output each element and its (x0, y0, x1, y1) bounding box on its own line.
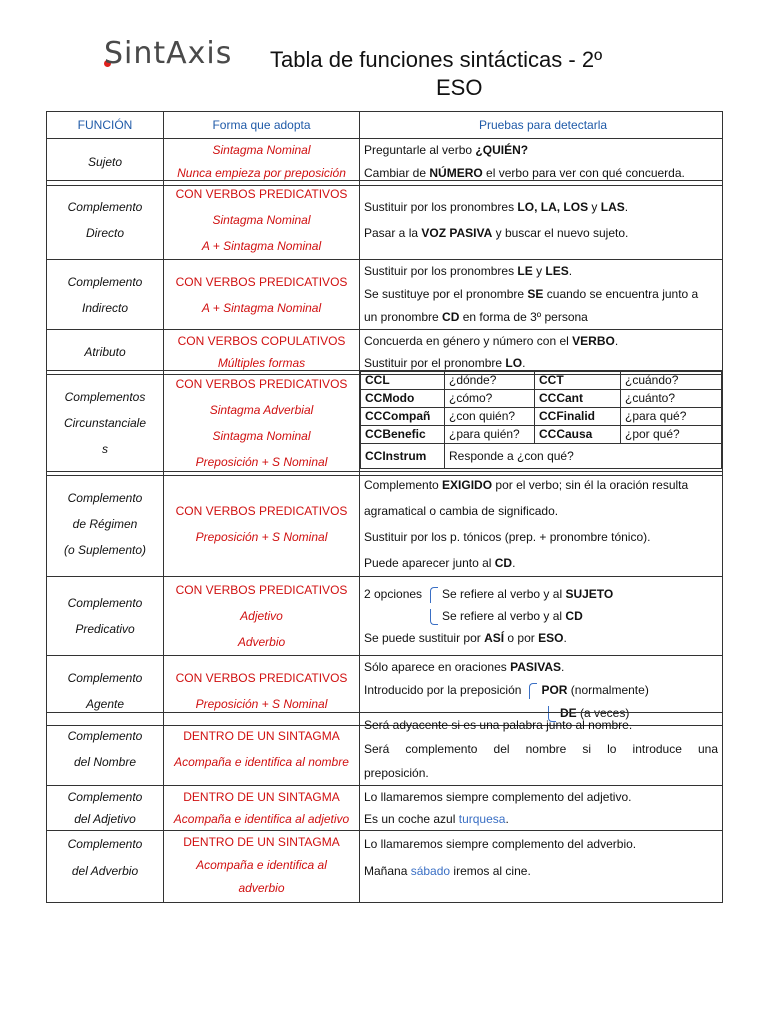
forma-cpred: CON VERBOS PREDICATIVOS Adjetivo Adverbio (164, 577, 360, 656)
funcion-cr: Complemento de Régimen (o Suplemento) (47, 472, 164, 577)
table-row (47, 330, 723, 375)
table-row (47, 577, 723, 656)
pruebas-cpred: 2 opciones Se refiere al verbo y al SUJETO Se refiere al verbo y al CD Se puede sustituir por ASÍ o por ESO. (360, 577, 723, 656)
table-row (47, 260, 723, 330)
funcion-cc: Complementos Circunstanciale s (47, 371, 164, 476)
pruebas-cr: Complemento EXIGIDO por el verbo; sin él la oración resulta agramatical o cambia de significado. Sustituir por los p. tónicos (prep. + pronombre tónico). Puede aparecer junto al CD. (360, 472, 723, 577)
funcion-ci: Complemento Indirecto (47, 260, 164, 330)
funcion-sujeto: Sujeto (47, 139, 164, 186)
pruebas-sujeto: Preguntarle al verbo ¿QUIÉN? Cambiar de NÚMERO el verbo para ver con qué concuerda. (360, 139, 723, 186)
forma-cadj: DENTRO DE UN SINTAGMA Acompaña e identifica al adjetivo (164, 786, 360, 831)
forma-cadv: DENTRO DE UN SINTAGMA Acompaña e identifica al adverbio (164, 831, 360, 903)
forma-sujeto: Sintagma Nominal Nunca empieza por preposición (164, 139, 360, 186)
forma-cr: CON VERBOS PREDICATIVOS Preposición + S Nominal (164, 472, 360, 577)
table-row: CCModo ¿cómo? CCCant ¿cuánto? (361, 390, 722, 408)
column-header-row (47, 112, 723, 139)
pruebas-ci: Sustituir por los pronombres LE y LES. Se sustituye por el pronombre SE cuando se encuentra junto a un pronombre CD en forma de 3º persona (360, 260, 723, 330)
brace-icon (430, 609, 438, 625)
table-row (47, 472, 723, 577)
page-title (270, 46, 670, 102)
pruebas-atributo: Concuerda en género y número con el VERBO. Sustituir por el pronombre LO. (360, 330, 723, 375)
forma-cc: CON VERBOS PREDICATIVOS Sintagma Adverbial Sintagma Nominal Preposición + S Nominal (164, 371, 360, 476)
funcion-cag: Complemento Agente (47, 656, 164, 726)
table-row: CCBenefic ¿para quién? CCCausa ¿por qué? (361, 426, 722, 444)
brace-icon (529, 683, 537, 699)
column-header-pruebas: Pruebas para detectarla (360, 112, 723, 139)
funcion-cpred: Complemento Predicativo (47, 577, 164, 656)
forma-cn: DENTRO DE UN SINTAGMA Acompaña e identifica al nombre (164, 713, 360, 786)
table-row (47, 831, 723, 903)
forma-ci: CON VERBOS PREDICATIVOS A + Sintagma Nominal (164, 260, 360, 330)
sintaxis-logo (104, 34, 254, 74)
pruebas-cadv: Lo llamaremos siempre complemento del adverbio. Mañana sábado iremos al cine. (360, 831, 723, 903)
brace-icon (430, 587, 438, 603)
table-block-cd-ci-atributo (46, 180, 723, 375)
table-row: CCCompañ ¿con quién? CCFinalid ¿para qué? (361, 408, 722, 426)
funcion-atributo: Atributo (47, 330, 164, 375)
pruebas-cag: Sólo aparece en oraciones PASIVAS. Introducido por la preposición POR (normalmente) DE (a veces) (360, 656, 723, 726)
column-header-forma: Forma que adopta (164, 112, 360, 139)
title-line-2: ESO (436, 75, 483, 100)
forma-cd: CON VERBOS PREDICATIVOS Sintagma Nominal A + Sintagma Nominal (164, 181, 360, 260)
table-block-cn-cadj-cadv (46, 712, 723, 903)
pruebas-cadj: Lo llamaremos siempre complemento del adjetivo. Es un coche azul turquesa. (360, 786, 723, 831)
table-block-cc (46, 370, 723, 476)
column-header-funcion: FUNCIÓN (47, 112, 164, 139)
table-row (47, 786, 723, 831)
table-row: CCInstrum Responde a ¿con qué? (361, 444, 722, 469)
table-row: CCL ¿dónde? CCT ¿cuándo? (361, 372, 722, 390)
funcion-cd: Complemento Directo (47, 181, 164, 260)
table-row (47, 181, 723, 260)
title-line-1: Tabla de funciones sintácticas - 2º (270, 47, 603, 72)
forma-cag: CON VERBOS PREDICATIVOS Preposición + S Nominal (164, 656, 360, 726)
table-block-sujeto (46, 111, 723, 186)
pruebas-cn: Será adyacente si es una palabra junto al nombre. Será complemento del nombre si lo introduce una preposición. (360, 713, 723, 786)
funcion-cn: Complemento del Nombre (47, 713, 164, 786)
table-row (47, 139, 723, 186)
table-block-cr-cpred-cag (46, 471, 723, 726)
table-row (47, 713, 723, 786)
forma-atributo: CON VERBOS COPULATIVOS Múltiples formas (164, 330, 360, 375)
pruebas-cc (360, 371, 723, 476)
logo-text: SintAxis (104, 36, 233, 71)
funcion-cadj: Complemento del Adjetivo (47, 786, 164, 831)
table-row (47, 371, 723, 476)
pruebas-cd: Sustituir por los pronombres LO, LA, LOS y LAS. Pasar a la VOZ PASIVA y buscar el nuevo sujeto. (360, 181, 723, 260)
cc-question-table (360, 371, 722, 469)
funcion-cadv: Complemento del Adverbio (47, 831, 164, 903)
